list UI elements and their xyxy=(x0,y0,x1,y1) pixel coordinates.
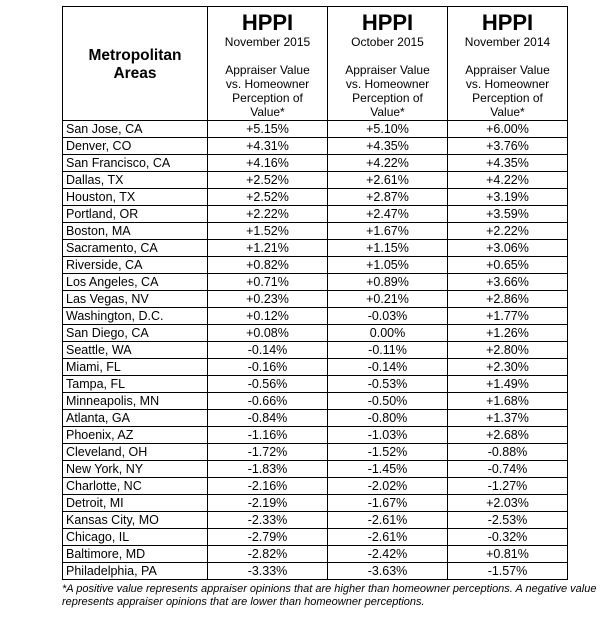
nov2014-value-cell: +4.22% xyxy=(448,172,568,189)
table-row xyxy=(63,529,568,546)
nov2014-value-cell: +3.06% xyxy=(448,240,568,257)
oct2015-value-cell: +1.67% xyxy=(328,223,448,240)
table-row xyxy=(63,461,568,478)
nov2014-value-cell: +1.68% xyxy=(448,393,568,410)
nov2015-value-cell: +4.31% xyxy=(208,138,328,155)
oct2015-value-cell: -0.50% xyxy=(328,393,448,410)
table-row xyxy=(63,563,568,580)
oct2015-value-cell: -2.02% xyxy=(328,478,448,495)
header-row xyxy=(63,7,568,121)
oct2015-value-cell: 0.00% xyxy=(328,325,448,342)
table-row xyxy=(63,121,568,138)
area-cell: Las Vegas, NV xyxy=(63,291,208,308)
column-title: HPPI xyxy=(481,10,534,35)
oct2015-value-cell: -1.67% xyxy=(328,495,448,512)
area-cell: San Francisco, CA xyxy=(63,155,208,172)
table-row xyxy=(63,376,568,393)
nov2015-value-cell: -0.66% xyxy=(208,393,328,410)
oct2015-value-cell: -3.63% xyxy=(328,563,448,580)
oct2015-value-cell: -0.53% xyxy=(328,376,448,393)
oct2015-value-cell: +4.22% xyxy=(328,155,448,172)
area-cell: Charlotte, NC xyxy=(63,478,208,495)
area-cell: New York, NY xyxy=(63,461,208,478)
nov2015-value-cell: -0.14% xyxy=(208,342,328,359)
area-cell: Baltimore, MD xyxy=(63,546,208,563)
nov2014-value-cell: +2.80% xyxy=(448,342,568,359)
metropolitan-areas-header xyxy=(63,7,208,121)
nov2014-value-cell: +3.59% xyxy=(448,206,568,223)
area-cell: Houston, TX xyxy=(63,189,208,206)
area-cell: San Diego, CA xyxy=(63,325,208,342)
oct2015-value-cell: +1.15% xyxy=(328,240,448,257)
column-desc-line: Value* xyxy=(490,105,525,119)
nov2015-value-cell: +5.15% xyxy=(208,121,328,138)
column-desc-line: Perception of xyxy=(472,91,543,105)
nov2014-value-cell: +1.77% xyxy=(448,308,568,325)
oct2015-value-cell: +1.05% xyxy=(328,257,448,274)
nov2015-value-cell: +0.08% xyxy=(208,325,328,342)
nov2015-value-cell: -2.19% xyxy=(208,495,328,512)
nov2015-value-cell: -0.16% xyxy=(208,359,328,376)
nov2015-value-cell: -2.79% xyxy=(208,529,328,546)
table-row xyxy=(63,308,568,325)
nov2014-value-cell: -0.74% xyxy=(448,461,568,478)
table-row xyxy=(63,155,568,172)
nov2014-value-cell: +0.65% xyxy=(448,257,568,274)
footnote: *A positive value represents appraiser opinions that are higher than homeowner perceptions. A negative value represents appraiser opinions that are lower than homeowner perceptions. xyxy=(62,583,597,608)
table-row xyxy=(63,546,568,563)
nov2014-value-cell: -0.88% xyxy=(448,444,568,461)
area-cell: Portland, OR xyxy=(63,206,208,223)
nov2014-value-cell: -2.53% xyxy=(448,512,568,529)
area-title-line2: Areas xyxy=(113,65,157,82)
column-header-nov2014 xyxy=(448,7,568,121)
column-period: November 2014 xyxy=(464,35,551,49)
column-desc-line: Perception of xyxy=(352,91,423,105)
area-cell: Riverside, CA xyxy=(63,257,208,274)
oct2015-value-cell: +0.21% xyxy=(328,291,448,308)
oct2015-value-cell: -0.14% xyxy=(328,359,448,376)
table-row xyxy=(63,410,568,427)
nov2015-value-cell: +2.52% xyxy=(208,189,328,206)
nov2014-value-cell: -1.27% xyxy=(448,478,568,495)
column-desc-line: Value* xyxy=(250,105,285,119)
nov2014-value-cell: +6.00% xyxy=(448,121,568,138)
column-desc-line: Appraiser Value xyxy=(225,63,310,77)
table-row xyxy=(63,342,568,359)
nov2015-value-cell: -1.16% xyxy=(208,427,328,444)
column-desc-line: Appraiser Value xyxy=(465,63,550,77)
nov2015-value-cell: +0.82% xyxy=(208,257,328,274)
column-title: HPPI xyxy=(361,10,414,35)
nov2014-value-cell: +1.37% xyxy=(448,410,568,427)
table-row xyxy=(63,189,568,206)
oct2015-value-cell: -2.61% xyxy=(328,512,448,529)
hppi-table-container xyxy=(62,6,568,580)
area-cell: Los Angeles, CA xyxy=(63,274,208,291)
column-header-oct2015 xyxy=(328,7,448,121)
nov2015-value-cell: -3.33% xyxy=(208,563,328,580)
nov2014-value-cell: +4.35% xyxy=(448,155,568,172)
oct2015-value-cell: -2.42% xyxy=(328,546,448,563)
area-cell: Phoenix, AZ xyxy=(63,427,208,444)
column-header-nov2015 xyxy=(208,7,328,121)
oct2015-value-cell: +5.10% xyxy=(328,121,448,138)
oct2015-value-cell: +2.61% xyxy=(328,172,448,189)
table-row xyxy=(63,444,568,461)
area-title-line1: Metropolitan xyxy=(88,47,182,64)
nov2015-value-cell: +0.12% xyxy=(208,308,328,325)
area-cell: Atlanta, GA xyxy=(63,410,208,427)
nov2015-value-cell: +2.52% xyxy=(208,172,328,189)
table-row xyxy=(63,393,568,410)
table-row xyxy=(63,223,568,240)
nov2014-value-cell: +1.26% xyxy=(448,325,568,342)
column-desc-line: Value* xyxy=(370,105,405,119)
nov2014-value-cell: +1.49% xyxy=(448,376,568,393)
area-cell: Kansas City, MO xyxy=(63,512,208,529)
nov2014-value-cell: +0.81% xyxy=(448,546,568,563)
column-desc-line: vs. Homeowner xyxy=(345,77,430,91)
area-cell: Washington, D.C. xyxy=(63,308,208,325)
table-row xyxy=(63,478,568,495)
area-cell: Sacramento, CA xyxy=(63,240,208,257)
area-cell: Philadelphia, PA xyxy=(63,563,208,580)
table-row xyxy=(63,495,568,512)
nov2014-value-cell: +2.68% xyxy=(448,427,568,444)
nov2014-value-cell: +3.66% xyxy=(448,274,568,291)
oct2015-value-cell: -1.03% xyxy=(328,427,448,444)
column-period: November 2015 xyxy=(224,35,311,49)
nov2015-value-cell: +0.23% xyxy=(208,291,328,308)
area-cell: Denver, CO xyxy=(63,138,208,155)
area-cell: Tampa, FL xyxy=(63,376,208,393)
area-cell: Miami, FL xyxy=(63,359,208,376)
table-body xyxy=(63,121,568,580)
nov2015-value-cell: -0.56% xyxy=(208,376,328,393)
table-row xyxy=(63,274,568,291)
nov2015-value-cell: -2.16% xyxy=(208,478,328,495)
oct2015-value-cell: +2.87% xyxy=(328,189,448,206)
table-row xyxy=(63,138,568,155)
area-cell: Seattle, WA xyxy=(63,342,208,359)
nov2014-value-cell: +2.22% xyxy=(448,223,568,240)
nov2015-value-cell: +2.22% xyxy=(208,206,328,223)
column-desc-line: Perception of xyxy=(232,91,303,105)
nov2014-value-cell: +2.86% xyxy=(448,291,568,308)
oct2015-value-cell: +2.47% xyxy=(328,206,448,223)
table-row xyxy=(63,359,568,376)
nov2015-value-cell: -1.72% xyxy=(208,444,328,461)
area-cell: Minneapolis, MN xyxy=(63,393,208,410)
oct2015-value-cell: -0.11% xyxy=(328,342,448,359)
area-cell: Chicago, IL xyxy=(63,529,208,546)
table-row xyxy=(63,427,568,444)
column-desc-line: Appraiser Value xyxy=(345,63,430,77)
nov2014-value-cell: +2.30% xyxy=(448,359,568,376)
oct2015-value-cell: -0.80% xyxy=(328,410,448,427)
table-row xyxy=(63,240,568,257)
column-period: October 2015 xyxy=(351,35,424,49)
oct2015-value-cell: -2.61% xyxy=(328,529,448,546)
table-row xyxy=(63,512,568,529)
nov2015-value-cell: +1.52% xyxy=(208,223,328,240)
nov2014-value-cell: +3.76% xyxy=(448,138,568,155)
hppi-table xyxy=(62,6,568,580)
nov2014-value-cell: -1.57% xyxy=(448,563,568,580)
nov2015-value-cell: -0.84% xyxy=(208,410,328,427)
area-cell: Boston, MA xyxy=(63,223,208,240)
nov2015-value-cell: +0.71% xyxy=(208,274,328,291)
column-title: HPPI xyxy=(241,10,294,35)
nov2014-value-cell: -0.32% xyxy=(448,529,568,546)
nov2015-value-cell: -1.83% xyxy=(208,461,328,478)
table-row xyxy=(63,206,568,223)
nov2015-value-cell: +1.21% xyxy=(208,240,328,257)
oct2015-value-cell: -1.45% xyxy=(328,461,448,478)
nov2015-value-cell: -2.33% xyxy=(208,512,328,529)
area-cell: Detroit, MI xyxy=(63,495,208,512)
column-desc-line: vs. Homeowner xyxy=(225,77,310,91)
area-cell: San Jose, CA xyxy=(63,121,208,138)
nov2015-value-cell: +4.16% xyxy=(208,155,328,172)
area-cell: Cleveland, OH xyxy=(63,444,208,461)
nov2015-value-cell: -2.82% xyxy=(208,546,328,563)
oct2015-value-cell: +0.89% xyxy=(328,274,448,291)
table-row xyxy=(63,325,568,342)
oct2015-value-cell: -1.52% xyxy=(328,444,448,461)
table-row xyxy=(63,172,568,189)
table-row xyxy=(63,291,568,308)
column-desc-line: vs. Homeowner xyxy=(465,77,550,91)
oct2015-value-cell: +4.35% xyxy=(328,138,448,155)
oct2015-value-cell: -0.03% xyxy=(328,308,448,325)
nov2014-value-cell: +2.03% xyxy=(448,495,568,512)
table-row xyxy=(63,257,568,274)
nov2014-value-cell: +3.19% xyxy=(448,189,568,206)
area-cell: Dallas, TX xyxy=(63,172,208,189)
